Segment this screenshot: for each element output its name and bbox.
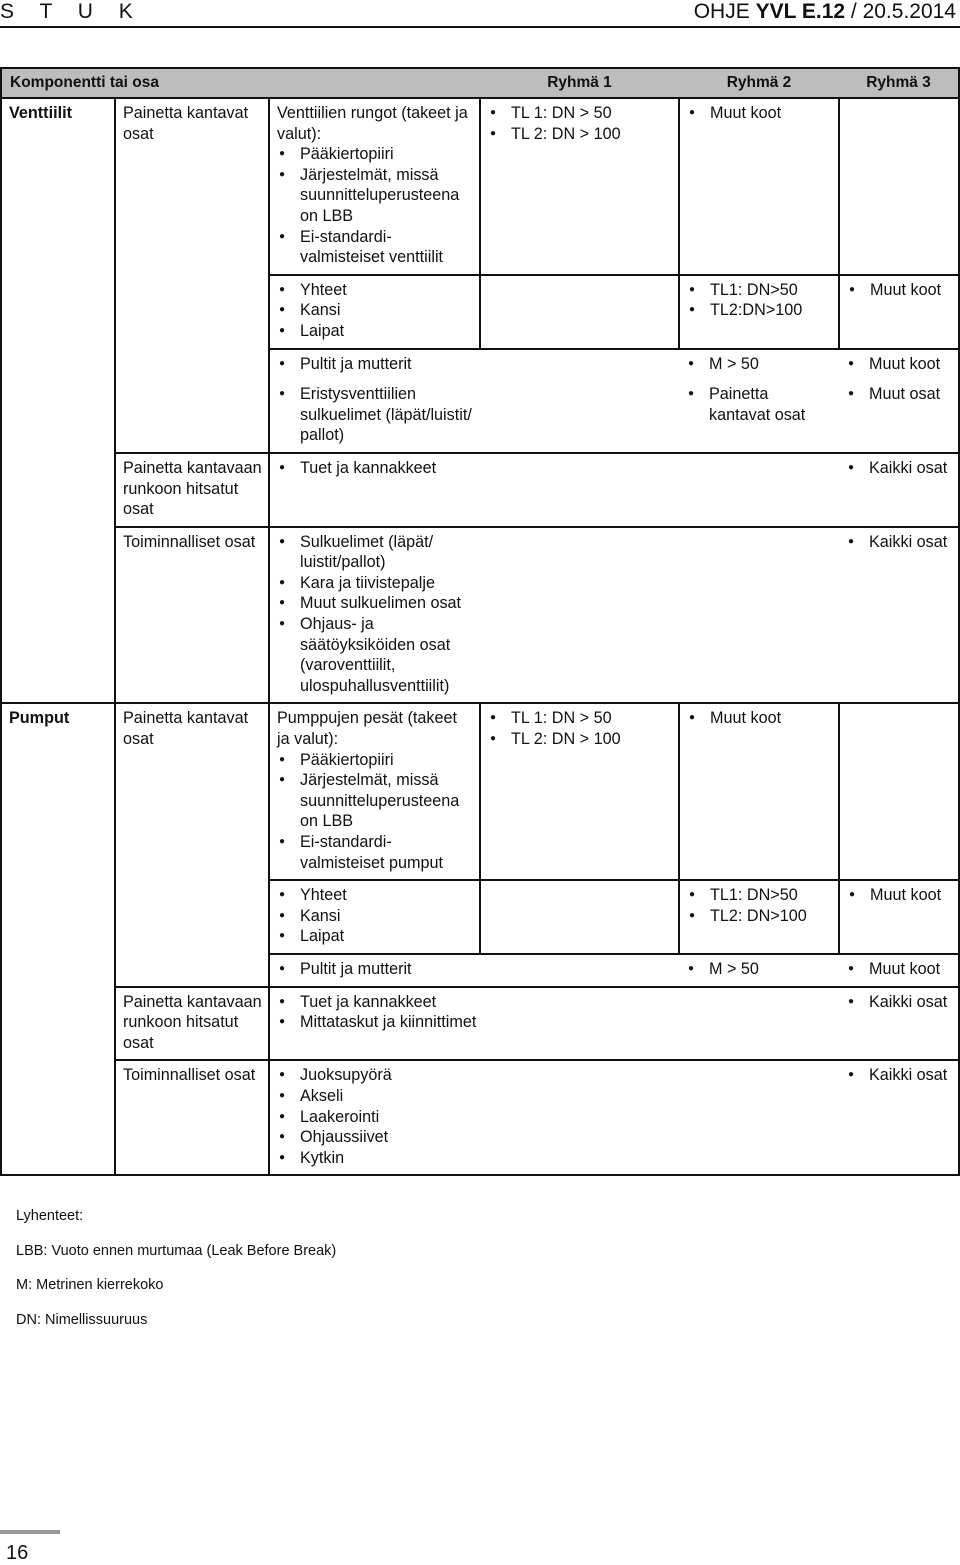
list-item: ● Ei-standardi-valmisteiset venttiilit — [277, 227, 473, 268]
list-item: ● TL 1: DN > 50 — [488, 708, 672, 729]
valves-bodies-group1 — [480, 98, 679, 275]
table-header-row — [1, 68, 959, 98]
list-item: ● Muut koot — [846, 354, 952, 375]
list-item: ● Muut koot — [847, 885, 952, 906]
classification-table-wrapper — [0, 67, 958, 1176]
pumps-bolts-group3 — [839, 954, 959, 987]
note-lbb: LBB: Vuoto ennen murtumaa (Leak Before Break) — [16, 1242, 337, 1259]
list-item: ● Järjestelmät, missä suunnitteluperusteena on LBB — [277, 165, 473, 227]
list-item: ● TL1: DN>50 — [687, 280, 832, 301]
pumps-label: Pumput — [1, 703, 115, 1175]
valves-pressure-parts: Painetta kantavat osat — [115, 98, 269, 453]
valves-joints-group2 — [679, 275, 839, 349]
list-item: ● Painetta kantavat osat — [686, 384, 833, 425]
pumps-casings-group1 — [480, 703, 679, 880]
pumps-joints-group1 — [480, 880, 679, 954]
header-group3: Ryhmä 3 — [839, 68, 959, 98]
list-item: ● Pääkiertopiiri — [277, 750, 473, 771]
list-item: ● Tuet ja kannakkeet — [277, 458, 833, 479]
list-item: ● Eristysventtiilien sulkuelimet (läpät/luistit/ pallot) — [277, 384, 474, 446]
valves-joints-group1 — [480, 275, 679, 349]
classification-table — [0, 67, 960, 1176]
list-item: ● Akseli — [277, 1086, 833, 1107]
list-item: ● Muut koot — [687, 103, 832, 124]
pumps-functional-group3 — [839, 1060, 959, 1175]
list-item: ● Kansi — [277, 300, 473, 321]
list-item: ● Tuet ja kannakkeet — [277, 992, 477, 1013]
list-item: ● TL1: DN>50 — [687, 885, 832, 906]
valves-bodies-intro: Venttiilien rungot (takeet ja valut): — [277, 104, 468, 143]
pumps-joints-cell — [269, 880, 480, 954]
pumps-welded-cell — [269, 987, 839, 1061]
valves-bolts-cell — [269, 349, 679, 381]
header-component: Komponentti tai osa — [1, 68, 480, 98]
list-item: ● Kaikki osat — [846, 532, 952, 553]
list-item: ● Yhteet — [277, 280, 473, 301]
list-item: ● Kara ja tiivistepalje — [277, 573, 477, 594]
valves-bodies-cell — [269, 98, 480, 275]
list-item: ● Muut koot — [846, 959, 952, 980]
pumps-welded-parts: Painetta kantavaan runkoon hitsatut osat — [115, 987, 269, 1061]
list-item: ● Laipat — [277, 321, 473, 342]
table-row — [1, 98, 959, 275]
list-item: ● TL2:DN>100 — [687, 300, 832, 321]
page-number: 16 — [6, 1542, 29, 1564]
list-item: ● Muut osat — [846, 384, 952, 405]
pumps-functional: Toiminnalliset osat — [115, 1060, 269, 1175]
list-item: ● Ei-standardi-valmisteiset pumput — [277, 832, 473, 873]
header-group2: Ryhmä 2 — [679, 68, 839, 98]
list-item: ● Yhteet — [277, 885, 473, 906]
list-item: ● TL 2: DN > 100 — [488, 124, 672, 145]
list-item: ● Kaikki osat — [846, 458, 952, 479]
list-item: ● Muut koot — [687, 708, 832, 729]
list-item: ● M > 50 — [686, 354, 833, 375]
valves-supports-cell — [269, 453, 839, 527]
valves-welded-parts: Painetta kantavaan runkoon hitsatut osat — [115, 453, 269, 527]
valves-functional: Toiminnalliset osat — [115, 527, 269, 704]
table-row — [1, 987, 959, 1061]
list-item: ● Laakerointi — [277, 1107, 833, 1128]
pumps-bolts-cell — [269, 954, 679, 987]
list-item: ● Järjestelmät, missä suunnitteluperusteena on LBB — [277, 770, 473, 832]
valves-supports-group3 — [839, 453, 959, 527]
list-item: ● Kaikki osat — [846, 1065, 952, 1086]
valves-bolts-group2 — [679, 349, 839, 381]
valves-bodies-list — [277, 144, 473, 268]
pumps-casings-group3 — [839, 703, 959, 880]
header-rule — [0, 26, 960, 28]
pumps-bolts-group2 — [679, 954, 839, 987]
valves-joints-group3 — [839, 275, 959, 349]
list-item: ● Kytkin — [277, 1148, 833, 1169]
abbreviations-notes — [16, 1199, 336, 1337]
list-item: ● Mittataskut ja kiinnittimet — [277, 1012, 477, 1033]
list-item: ● Pultit ja mutterit — [277, 959, 673, 980]
list-item: ● Laipat — [277, 926, 473, 947]
table-row — [1, 1060, 959, 1175]
pumps-casings-group2 — [679, 703, 839, 880]
valves-label: Venttiilit — [1, 98, 115, 703]
list-item: ● Pultit ja mutterit — [277, 354, 673, 375]
valves-functional-cell — [269, 527, 839, 704]
list-item: ● Kansi — [277, 906, 473, 927]
pumps-casings-cell — [269, 703, 480, 880]
publisher-logo-text: S T U K — [0, 0, 143, 23]
guide-code: YVL E.12 — [755, 0, 846, 23]
valves-isolation-cell — [269, 380, 480, 453]
list-item: ● Ohjaussiivet — [277, 1127, 833, 1148]
valves-isolation-group2 — [679, 380, 839, 453]
valves-bodies-group2 — [679, 98, 839, 275]
list-item: ● TL 2: DN > 100 — [488, 729, 672, 750]
valves-joints-cell — [269, 275, 480, 349]
list-item: ● TL2: DN>100 — [687, 906, 832, 927]
note-m: M: Metrinen kierrekoko — [16, 1277, 164, 1294]
guide-date: / 20.5.2014 — [845, 0, 956, 23]
header-group1: Ryhmä 1 — [480, 68, 679, 98]
list-item: ● TL 1: DN > 50 — [488, 103, 672, 124]
page-number-rule — [0, 1530, 60, 1534]
valves-isolation-group3 — [839, 380, 959, 453]
list-item: ● M > 50 — [686, 959, 833, 980]
table-row — [1, 453, 959, 527]
table-row — [1, 703, 959, 880]
list-item: ● Kaikki osat — [846, 992, 952, 1013]
list-item: ● Sulkuelimet (läpät/ luistit/pallot) — [277, 532, 477, 573]
valves-functional-group3 — [839, 527, 959, 704]
pumps-welded-group3 — [839, 987, 959, 1061]
pumps-functional-cell — [269, 1060, 839, 1175]
list-item: ● Muut sulkuelimen osat — [277, 593, 477, 614]
pumps-joints-group3 — [839, 880, 959, 954]
valves-bodies-group3 — [839, 98, 959, 275]
pumps-casings-intro: Pumppujen pesät (takeet ja valut): — [277, 709, 457, 749]
note-dn: DN: Nimellissuuruus — [16, 1311, 148, 1328]
valves-bolts-group3 — [839, 349, 959, 381]
list-item: ● Pääkiertopiiri — [277, 144, 473, 165]
pumps-pressure-parts: Painetta kantavat osat — [115, 703, 269, 986]
pumps-joints-group2 — [679, 880, 839, 954]
guide-reference — [694, 0, 956, 24]
valves-isolation-group1 — [480, 380, 679, 453]
list-item: ● Juoksupyörä — [277, 1065, 833, 1086]
notes-title: Lyhenteet: — [16, 1208, 84, 1224]
guide-prefix: OHJE — [693, 0, 756, 23]
list-item: ● Ohjaus- ja säätöyksiköiden osat (varoventtiilit, ulospuhallusventtiilit) — [277, 614, 477, 696]
list-item: ● Muut koot — [847, 280, 952, 301]
